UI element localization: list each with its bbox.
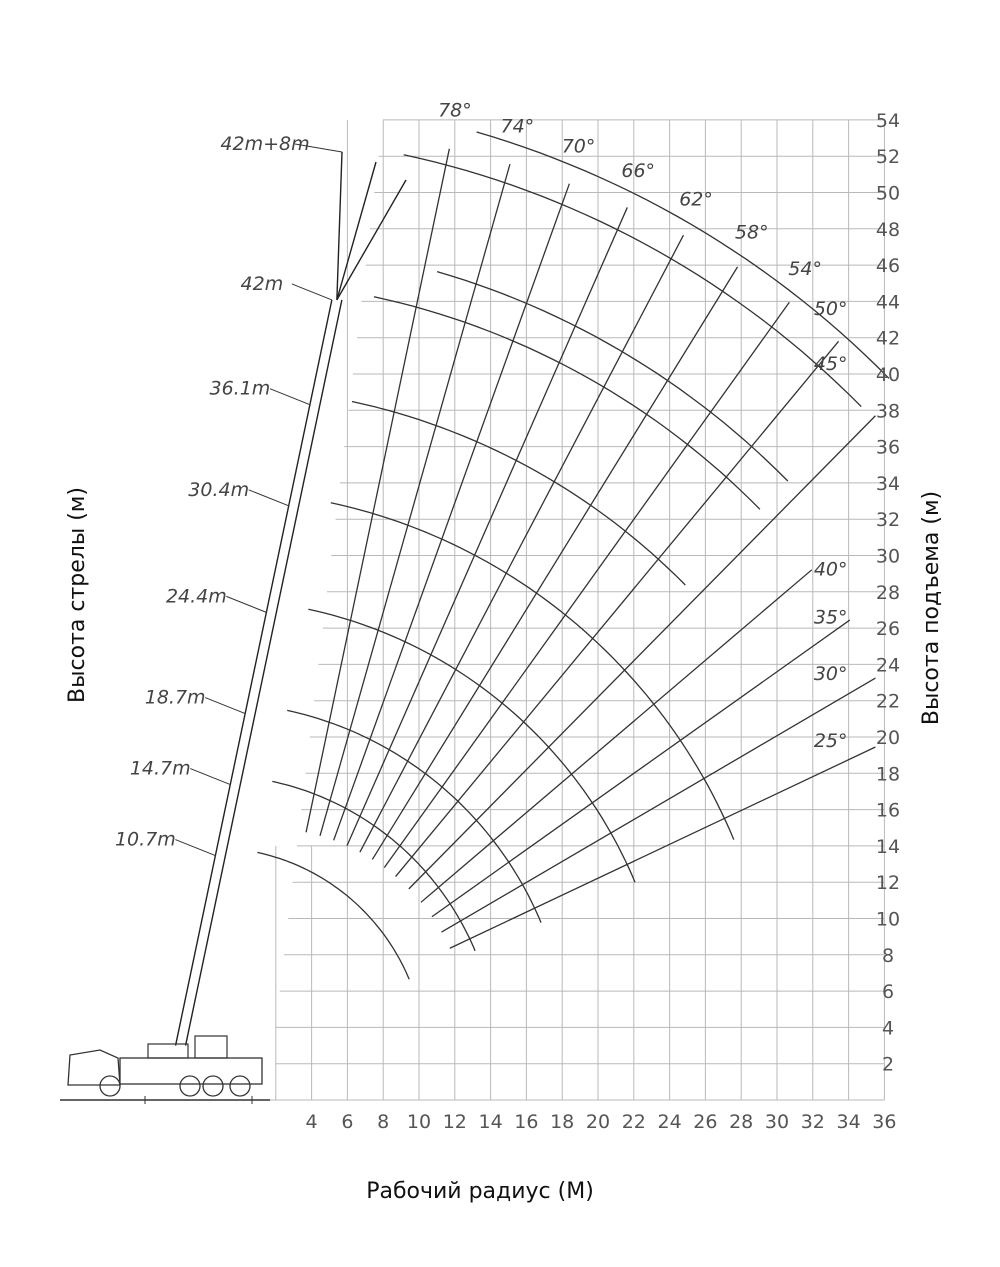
height-curve [257,852,409,979]
leader-line [226,596,266,612]
angle-ray [347,207,627,845]
angle-label: 50° [813,297,848,320]
angle-ray [360,235,684,852]
annotations [115,100,848,856]
height-curve [352,402,685,586]
x-tick-label: 34 [836,1111,861,1133]
y-tick-label: 24 [875,654,901,677]
boom-line [186,300,342,1046]
x-tick-label: 30 [764,1111,790,1133]
y-tick-label: 10 [875,908,901,931]
x-tick-label: 22 [621,1111,646,1133]
leader-line [175,840,215,856]
y-tick-label: 38 [875,400,901,423]
x-tick-label: 4 [305,1111,318,1133]
angle-label: 45° [813,353,848,376]
height-curve [477,132,889,378]
x-tick-label: 26 [693,1111,718,1133]
angle-label: 62° [679,188,713,211]
height-curve [374,297,760,510]
leader-line [205,698,245,714]
y-tick-label: 20 [875,727,901,749]
y-tick-label: 28 [875,581,901,604]
boom-length-label: 42m+8m [220,133,310,155]
angle-label: 78° [438,99,472,122]
angle-ray [306,149,449,833]
x-tick-label: 28 [729,1111,754,1133]
x-tick-label: 10 [406,1111,432,1133]
jib-line [337,162,376,300]
y-tick-label: 22 [875,690,901,713]
x-tick-label: 14 [478,1111,503,1133]
x-tick-label: 18 [550,1111,575,1133]
angle-label: 35° [813,606,848,629]
y-tick-label: 12 [875,872,901,895]
y-tick-label: 40 [875,364,901,386]
angle-ray [421,570,812,902]
y-tick-label: 48 [875,218,901,241]
leader-line [292,284,332,300]
y-tick-label: 46 [875,255,901,278]
boom-length-label: 24.4m [165,585,227,608]
angle-label: 54° [788,257,822,280]
boom-length-label: 42m [240,272,284,295]
boom-line [176,300,332,1046]
boom-length-label: 18.7m [144,686,206,709]
x-tick-label: 16 [514,1111,539,1133]
x-tick-label: 12 [442,1111,467,1133]
x-tick-label: 24 [657,1111,682,1133]
height-curve [437,272,788,481]
angle-label: 30° [813,662,848,685]
boom-length-label: 36.1m [209,377,271,400]
y-tick-label: 50 [875,182,901,205]
y-tick-label: 6 [881,981,895,1004]
jib-line [337,152,342,300]
boom-length-label: 10.7m [114,828,176,851]
angle-ray [442,678,876,932]
y-tick-label: 52 [875,146,901,169]
x-axis-title: Рабочий радиус (М) [366,1179,594,1204]
angle-label: 58° [734,221,769,244]
y-tick-label: 4 [881,1017,895,1040]
y-tick-label: 18 [875,763,901,786]
x-tick-label: 20 [585,1111,611,1133]
y-tick-label: 36 [875,436,901,459]
angle-ray [372,267,737,860]
height-curve [272,781,475,951]
y-tick-label: 42 [875,327,901,350]
y-tick-label: 2 [881,1053,895,1076]
angle-label: 70° [561,135,596,158]
angle-label: 40° [813,558,848,581]
y-tick-label: 8 [881,944,895,967]
x-tick-label: 32 [800,1111,825,1133]
y-tick-label: 44 [875,291,901,314]
angle-label: 74° [500,115,535,138]
y-tick-label: 26 [875,618,901,641]
angle-ray [384,302,789,867]
x-tick-label: 6 [341,1111,354,1133]
height-curve [331,503,734,840]
y-tick-label: 54 [875,109,901,132]
leader-line [249,490,289,506]
angle-label: 25° [813,730,848,753]
boom-length-label: 30.4m [188,478,250,501]
x-tick-label: 8 [377,1111,390,1133]
y-tick-label: 34 [875,472,901,495]
y-axis-title-left: Высота стрелы (м) [65,487,90,703]
leader-line [270,389,310,405]
y-tick-label: 14 [875,835,901,858]
crane-truck [60,1036,270,1104]
angle-label: 66° [621,160,656,183]
y-tick-label: 30 [875,545,901,568]
boom-length-label: 14.7m [129,757,191,780]
y-axis-title-right: Высота подъема (м) [919,490,944,726]
leader-line [190,769,230,785]
y-tick-label: 16 [875,799,901,822]
x-tick-label: 36 [872,1111,897,1133]
y-tick-label: 32 [875,509,901,532]
